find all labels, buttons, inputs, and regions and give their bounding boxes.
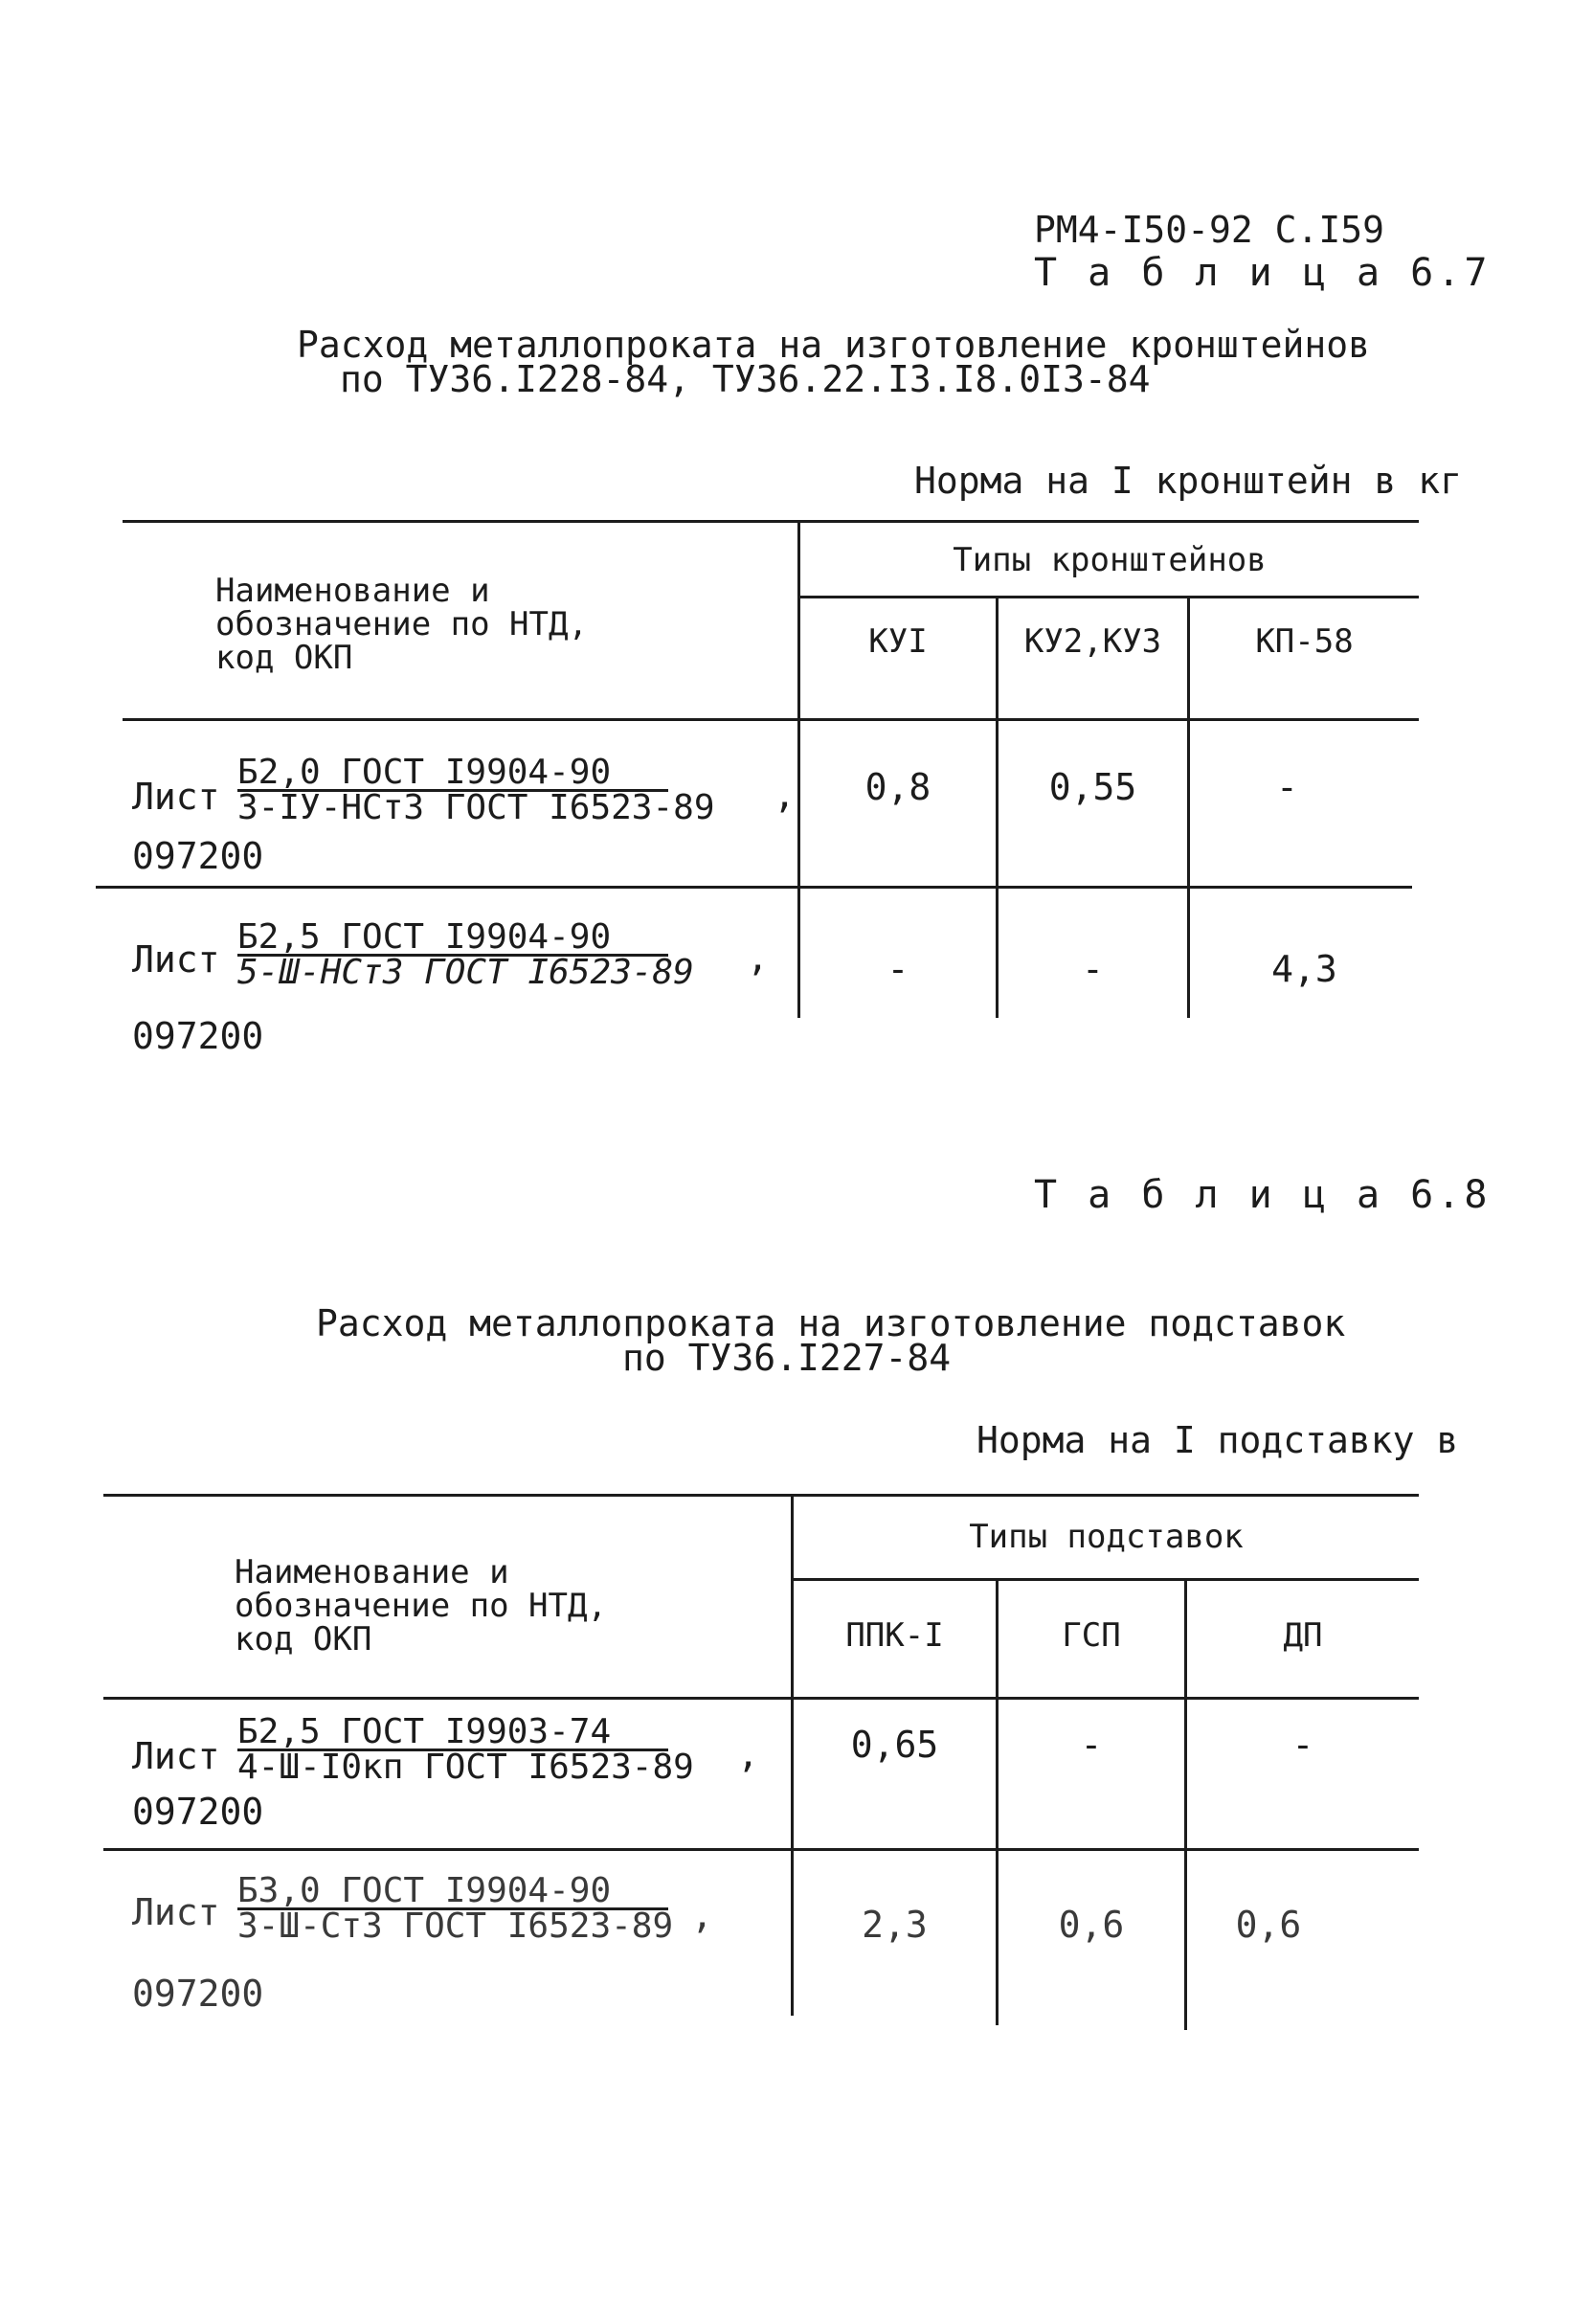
column-header-name	[235, 1553, 607, 1658]
designation-numerator: Б2,5 ГОСТ I9904-90	[237, 921, 668, 957]
group-header: Типы подставок	[969, 1518, 1244, 1556]
table-rule	[123, 718, 1419, 721]
cell-value: 0,65	[850, 1724, 939, 1766]
header-line: код ОКП	[235, 1620, 372, 1658]
column-header: ДП	[1283, 1616, 1323, 1655]
okp-code: 097200	[132, 835, 264, 877]
cell-value: -	[1276, 766, 1298, 808]
table-rule	[96, 886, 1412, 889]
cell-value: 0,55	[1048, 766, 1137, 808]
material-designation	[237, 1712, 694, 1787]
designation-numerator: Б2,0 ГОСТ I9904-90	[237, 756, 668, 792]
designation-denominator: 3-Ш-Ст3 ГОСТ I6523-89	[237, 1907, 674, 1946]
material-designation	[237, 917, 694, 992]
header-line: обозначение по НТД,	[215, 605, 588, 643]
header-line: Наименование и	[215, 572, 490, 610]
table-6-7-title-line1: Расход металлопроката на изготовление кронштейнов	[297, 324, 1371, 366]
designation-denominator: 4-Ш-I0кп ГОСТ I6523-89	[237, 1748, 694, 1787]
cell-value: -	[886, 948, 909, 990]
header-line: обозначение по НТД,	[235, 1587, 607, 1625]
cell-value: -	[1080, 1724, 1103, 1766]
designation-numerator: Б3,0 ГОСТ I9904-90	[237, 1875, 668, 1910]
table-rule	[793, 1578, 1419, 1581]
designation-denominator: 5-Ш-НСт3 ГОСТ I6523-89	[237, 953, 694, 992]
column-header: КУ2,КУ3	[1023, 622, 1162, 661]
row-prefix: Лист	[132, 1891, 220, 1933]
column-header: КП-58	[1255, 622, 1354, 661]
cell-value: 4,3	[1271, 948, 1337, 990]
table-6-8-norm: Норма на I подставку в	[976, 1419, 1459, 1461]
table-rule	[103, 1848, 1419, 1851]
header-line: код ОКП	[215, 639, 353, 677]
column-header: КУI	[868, 622, 928, 661]
table-6-8-title-line1: Расход металлопроката на изготовление подставок	[316, 1302, 1346, 1344]
group-header: Типы кронштейнов	[953, 541, 1267, 579]
comma: ,	[747, 936, 769, 979]
comma: ,	[691, 1894, 713, 1936]
table-6-8-title-line2: по ТУ36.I227-84	[622, 1337, 952, 1379]
table-rule	[103, 1697, 1419, 1700]
document-reference: РМ4-I50-92 С.I59	[1034, 209, 1385, 251]
cell-value: -	[1082, 948, 1104, 990]
designation-denominator: 3-IУ-НСт3 ГОСТ I6523-89	[237, 788, 715, 827]
okp-code: 097200	[132, 1973, 264, 2015]
row-prefix: Лист	[132, 776, 220, 818]
row-prefix: Лист	[132, 1735, 220, 1777]
cell-value: 2,3	[862, 1904, 928, 1946]
table-rule	[123, 520, 1419, 523]
table-6-7-label: Т а б л и ц а 6.7	[1034, 251, 1492, 295]
row-prefix: Лист	[132, 938, 220, 981]
table-rule	[103, 1494, 1419, 1497]
table-6-7-norm: Норма на I кронштейн в кг	[914, 460, 1462, 502]
table-6-8-label: Т а б л и ц а 6.8	[1034, 1173, 1492, 1217]
table-6-7-title-line2: по ТУ36.I228-84, ТУ36.22.I3.I8.0I3-84	[340, 358, 1151, 400]
designation-numerator: Б2,5 ГОСТ I9903-74	[237, 1716, 668, 1751]
table-rule	[799, 596, 1419, 598]
cell-value: 0,8	[864, 766, 931, 808]
comma: ,	[737, 1733, 759, 1775]
column-header-name	[215, 572, 588, 677]
cell-value: 0,6	[1058, 1904, 1125, 1946]
header-line: Наименование и	[235, 1553, 509, 1591]
material-designation	[237, 1871, 674, 1946]
okp-code: 097200	[132, 1791, 264, 1833]
material-designation	[237, 753, 715, 827]
comma: ,	[774, 774, 796, 816]
cell-value: -	[1291, 1724, 1314, 1766]
column-header: ГСП	[1062, 1616, 1121, 1655]
cell-value: 0,6	[1235, 1904, 1302, 1946]
okp-code: 097200	[132, 1015, 264, 1057]
column-header: ППК-I	[845, 1616, 944, 1655]
